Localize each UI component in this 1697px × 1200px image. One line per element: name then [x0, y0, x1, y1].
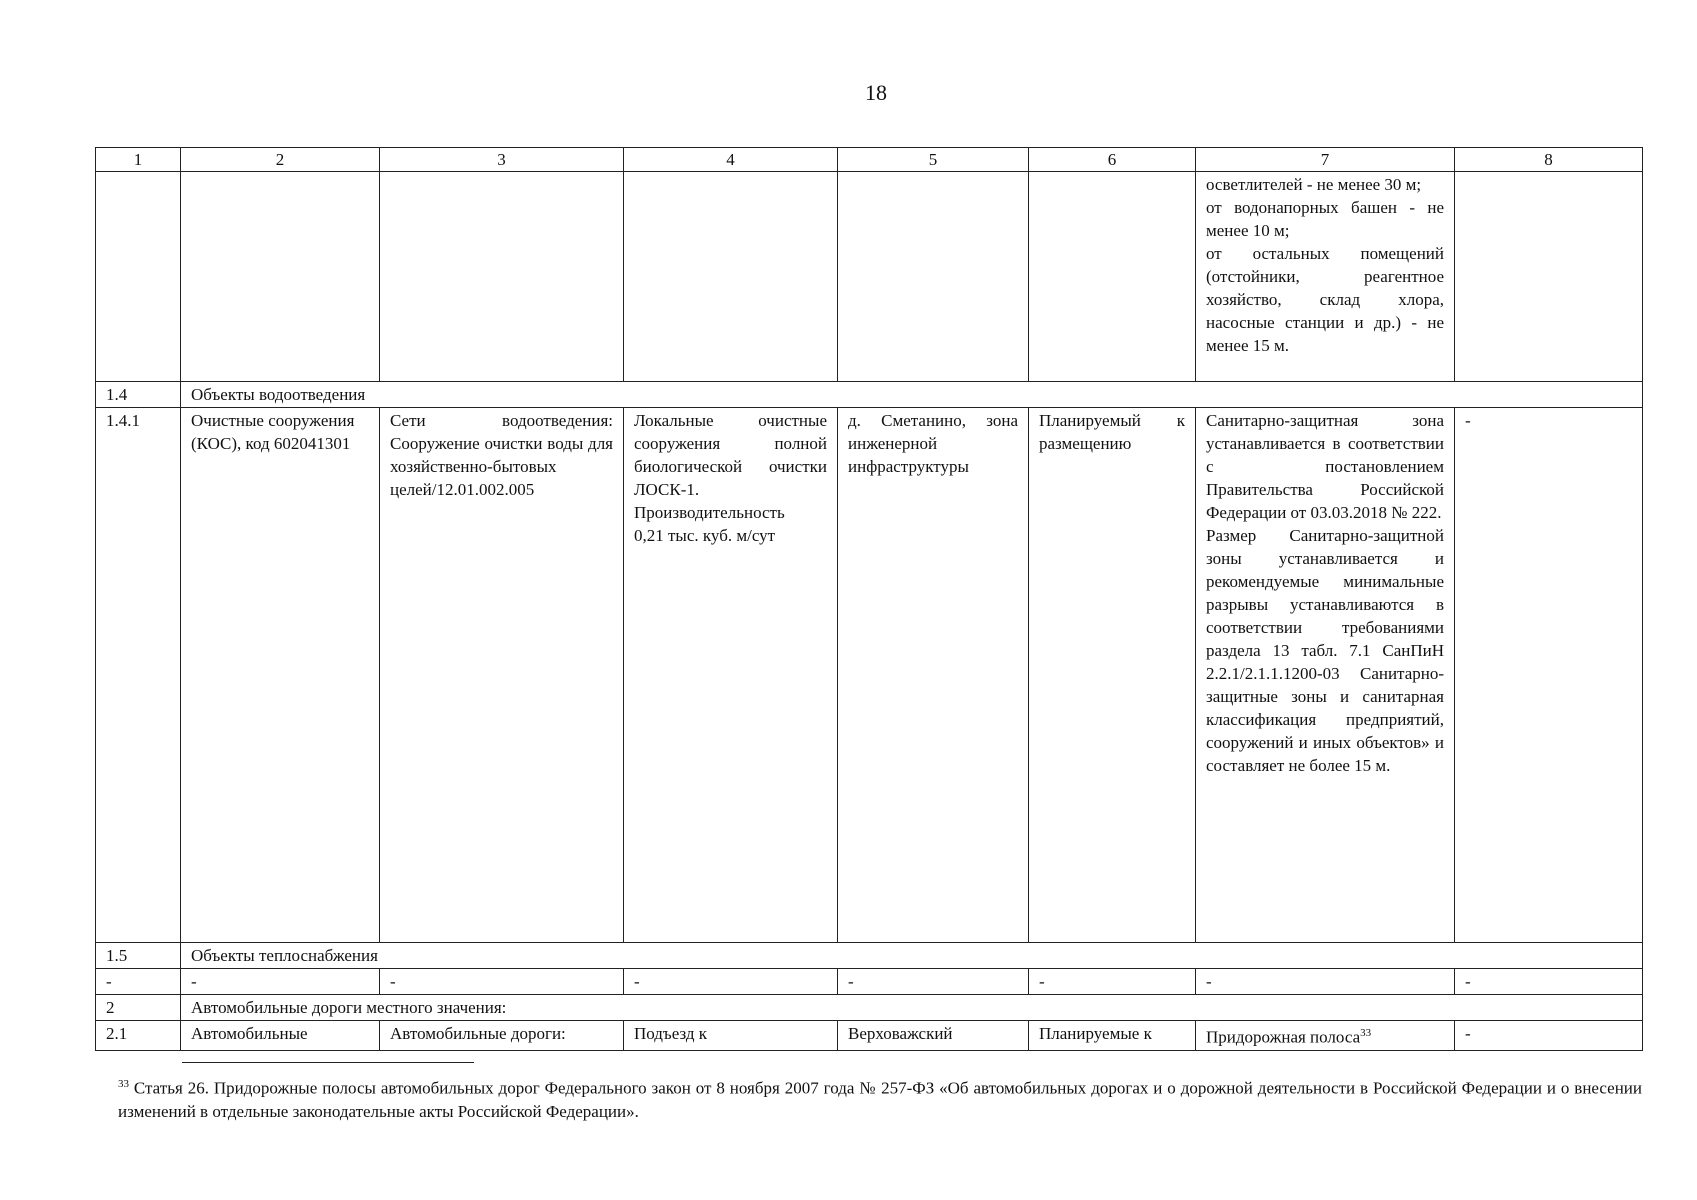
cell-text: Планируемые к	[1029, 1021, 1196, 1051]
section-title: Объекты теплоснабжения	[181, 943, 1643, 969]
cell-text: -	[1455, 1021, 1643, 1051]
row-number: 2.1	[96, 1021, 181, 1051]
section-row-2	[96, 995, 1643, 1021]
cell-text: -	[181, 969, 380, 995]
header-cell: 8	[1455, 148, 1643, 172]
header-cell: 7	[1196, 148, 1455, 172]
page-number: 18	[865, 80, 887, 105]
cell-text: Автомобильные	[181, 1021, 380, 1051]
cell-text: Подъезд к	[624, 1021, 838, 1051]
header-cell: 3	[380, 148, 624, 172]
footnote	[118, 1073, 1642, 1123]
cell-text: -	[1029, 969, 1196, 995]
footnote-ref[interactable]: 33	[1360, 1027, 1372, 1039]
section-row-1-5	[96, 943, 1643, 969]
cell-text: -	[838, 969, 1029, 995]
table-row-2-1	[96, 1021, 1643, 1051]
cell-text: Сети водоотведения: Сооружение очистки воды для хозяйственно-бытовых целей/12.01.002.005	[380, 408, 624, 943]
table-row-1-4-1	[96, 408, 1643, 943]
cell-text: Локальные очистные сооружения полной биологической очистки ЛОСК-1. Производительность 0,21 тыс. куб. м/сут	[624, 408, 838, 943]
cell-text: -	[624, 969, 838, 995]
footnote-separator	[182, 1062, 474, 1063]
header-cell: 5	[838, 148, 1029, 172]
cell-text: -	[96, 969, 181, 995]
header-cell: 2	[181, 148, 380, 172]
cell-text: -	[1196, 969, 1455, 995]
cell-text: -	[1455, 969, 1643, 995]
section-number: 2	[96, 995, 181, 1021]
section-number: 1.5	[96, 943, 181, 969]
cell-text: Очистные сооружения (КОС), код 602041301	[181, 408, 380, 943]
objects-table	[95, 147, 1643, 1051]
header-cell: 6	[1029, 148, 1196, 172]
cell-text: Планируемый к размещению	[1029, 408, 1196, 943]
header-cell: 4	[624, 148, 838, 172]
cell-text: -	[380, 969, 624, 995]
cell-text: -	[1455, 408, 1643, 943]
table-header-row	[96, 148, 1643, 172]
section-title: Автомобильные дороги местного значения:	[181, 995, 1643, 1021]
footnote-number: 33	[118, 1078, 129, 1090]
cell-text: д. Сметанино, зона инженерной инфраструктуры	[838, 408, 1029, 943]
cell-text: Санитарно-защитная зона устанавливается в соответствии с постановлением Правительства Российской Федерации от 03.03.2018 № 222. Размер Санитарно-защитной зоны устанавливается и рекомендуемые минимальные разрывы устанавливаются в соответствии требованиями раздела 13 табл. 7.1 СанПиН 2.2.1/2.1.1.1200-03 Санитарно-защитные зоны и санитарная классификация предприятий, сооружений и иных объектов» и составляет не более 15 м.	[1196, 408, 1455, 943]
table-row-continuation	[96, 172, 1643, 382]
section-number: 1.4	[96, 382, 181, 408]
cell-text: Автомобильные дороги:	[380, 1021, 624, 1051]
header-cell: 1	[96, 148, 181, 172]
section-title: Объекты водоотведения	[181, 382, 1643, 408]
table-row-empty	[96, 969, 1643, 995]
section-row-1-4	[96, 382, 1643, 408]
cell-with-footnote	[1196, 1021, 1455, 1051]
cell-text: Верховажский	[838, 1021, 1029, 1051]
footnote-text: Статья 26. Придорожные полосы автомобильных дорог Федерального закон от 8 ноября 2007 года № 257-ФЗ «Об автомобильных дорогах и о дорожной деятельности в Российской Федерации и о внесении изменений в отдельные законодательные акты Российской Федерации».	[118, 1078, 1642, 1121]
cell-text: осветлителей - не менее 30 м; от водонапорных башен - не менее 10 м; от остальных помещений (отстойники, реагентное хозяйство, склад хлора, насосные станции и др.) - не менее 15 м.	[1196, 172, 1455, 382]
cell-text: Придорожная полоса	[1206, 1027, 1361, 1047]
row-number: 1.4.1	[96, 408, 181, 943]
